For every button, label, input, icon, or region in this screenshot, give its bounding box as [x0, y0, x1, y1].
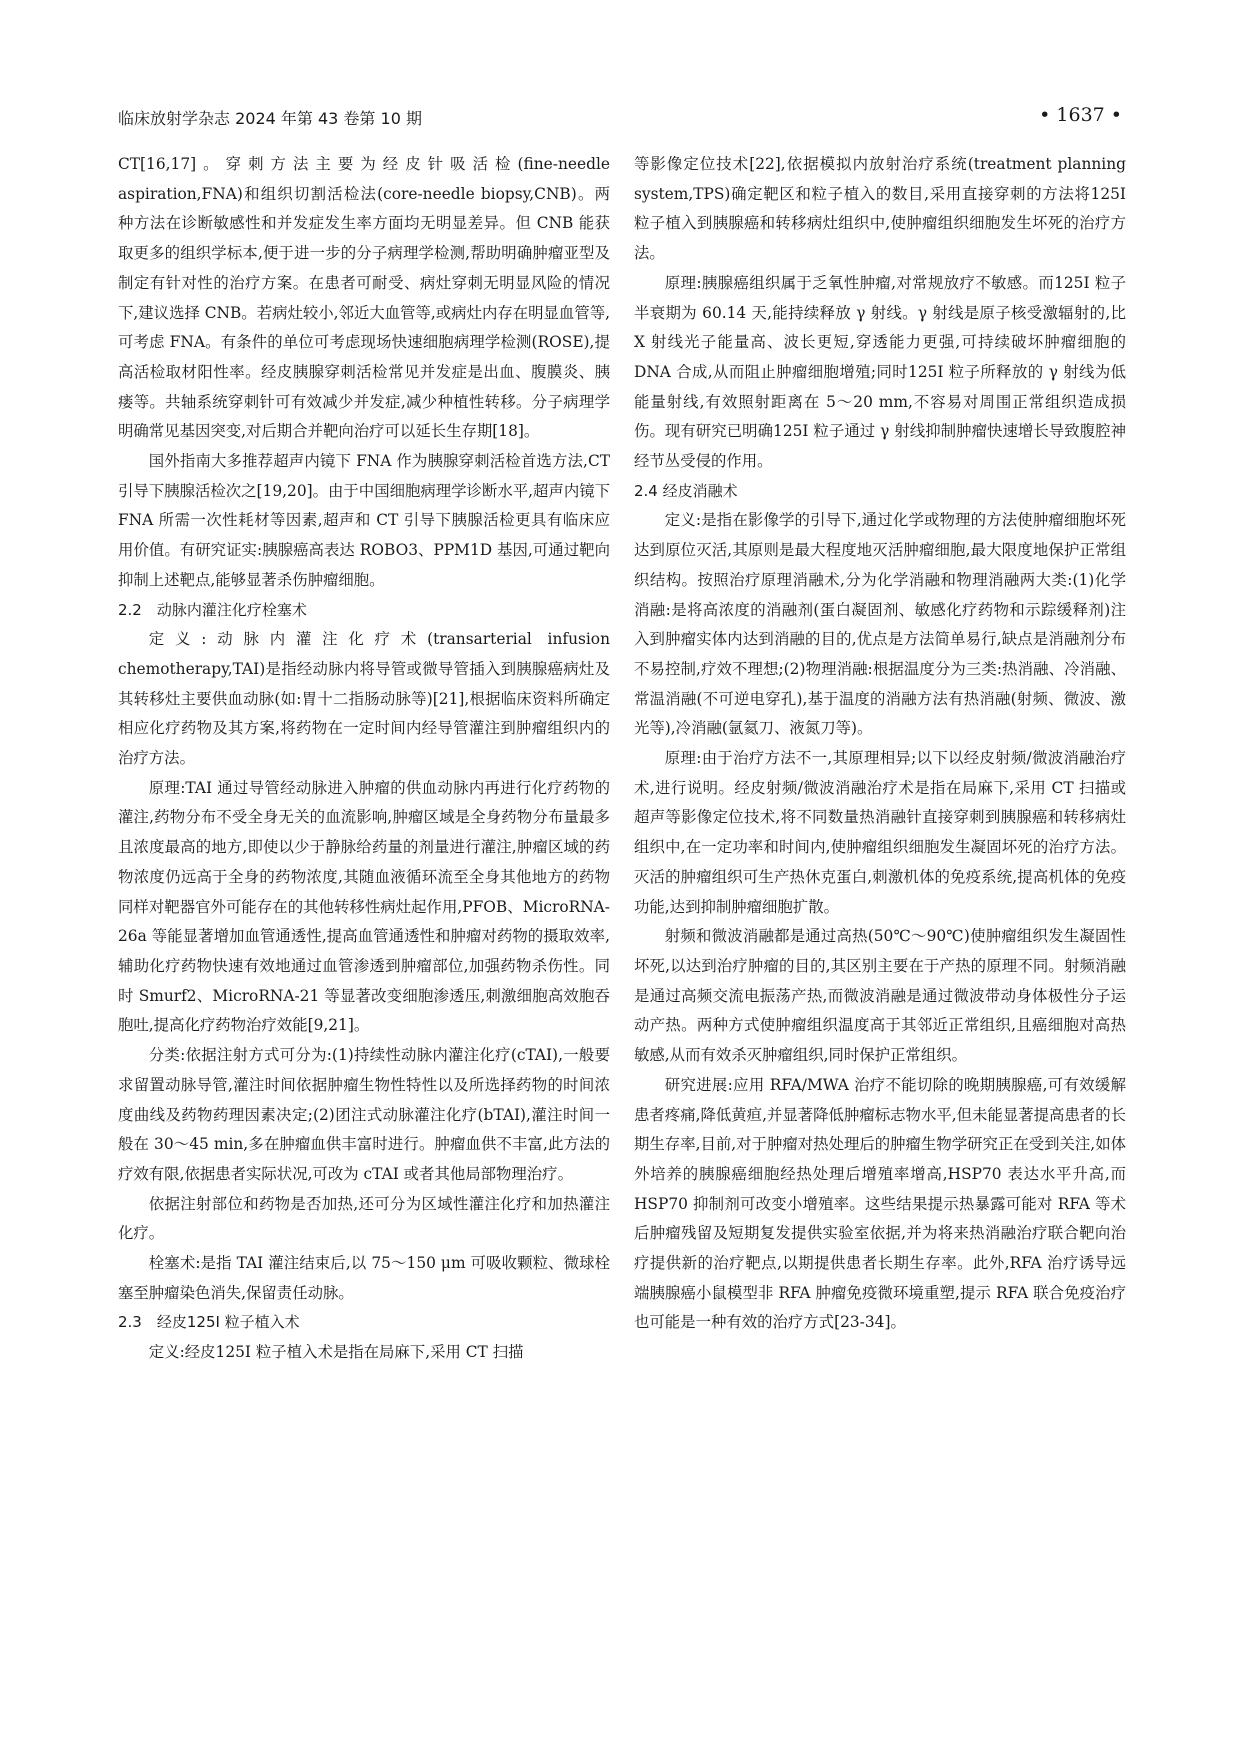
paragraph: 原理:胰腺癌组织属于乏氧性肿瘤,对常规放疗不敏感。而125I 粒子半衰期为 60.14 天,能持续释放 γ 射线。γ 射线是原子核受激辐射的,比 X 射线光子能量高、波长更短,穿透能力更强,可持续破坏肿瘤细胞的 DNA 合成,从而阻止肿瘤细胞增殖;同时125I 粒子所释放的 γ 射线为低能量射线,有效照射距离在 5～20 mm,不容易对周围正常组织造成损伤。现有研究已明确125I 粒子通过 γ 射线抑制肿瘤快速增长导致腹腔神经节丛受侵的作用。: [634, 273, 1126, 471]
paragraph: CT[16,17]。穿刺方法主要为经皮针吸活检(fine-needle aspiration,FNA)和组织切割活检法(core-needle biopsy,CNB)。两种方法在诊断敏感性和并发症发生率方面均无明显差异。但 CNB 能获取更多的组织学标本,便于进一步的分子病理学检测,帮助明确肿瘤亚型及制定有针对性的治疗方案。在患者可耐受、病灶穿刺无明显风险的情况下,建议选择 CNB。若病灶较小,邻近大血管等,或病灶内存在明显血管等,可考虑 FNA。有条件的单位可考虑现场快速细胞病理学检测(ROSE),提高活检取材阳性率。经皮胰腺穿刺活检常见并发症是出血、腹膜炎、胰瘘等。共轴系统穿刺针可有效减少并发症,减少种植性转移。分子病理学明确常见基因突变,对后期合并靶向治疗可以延长生存期[18]。: [118, 155, 610, 441]
paragraph: 定义:是指在影像学的引导下,通过化学或物理的方法使肿瘤细胞坏死达到原位灭活,其原则是最大程度地灭活肿瘤细胞,最大限度地保护正常组织结构。按照治疗原理消融术,分为化学消融和物理消融两大类:(1)化学消融:是将高浓度的消融剂(蛋白凝固剂、敏感化疗药物和示踪缓释剂)注入到肿瘤实体内达到消融的目的,优点是方法简单易行,缺点是消融剂分布不易控制,疗效不理想;(2)物理消融:根据温度分为三类:热消融、冷消融、常温消融(不可逆电穿孔),基于温度的消融方法有热消融(射频、微波、激光等),冷消融(氩氦刀、液氮刀等)。: [634, 511, 1126, 738]
paragraph: 国外指南大多推荐超声内镜下 FNA 作为胰腺穿刺活检首选方法,CT 引导下胰腺活检次之[19,20]。由于中国细胞病理学诊断水平,超声内镜下 FNA 所需一次性耗材等因素,超声和 CT 引导下胰腺活检更具有临床应用价值。有研究证实:胰腺癌高表达 ROBO3、PPM1D 基因,可通过靶向抑制上述靶点,能够显著杀伤肿瘤细胞。: [118, 452, 610, 589]
paragraph: 依据注射部位和药物是否加热,还可分为区域性灌注化疗和加热灌注化疗。: [118, 1194, 610, 1243]
paragraph: 定义:经皮125I 粒子植入术是指在局麻下,采用 CT 扫描: [148, 1343, 524, 1362]
running-header: [118, 104, 1122, 130]
paragraph: 原理:由于治疗方法不一,其原理相异;以下以经皮射频/微波消融治疗术,进行说明。经皮射频/微波消融治疗术是指在局麻下,采用 CT 扫描或超声等影像定位技术,将不同数量热消融针直接穿刺到胰腺癌和转移病灶组织中,在一定功率和时间内,使肿瘤组织细胞发生凝固坏死的治疗方法。灭活的肿瘤组织可生产热休克蛋白,刺激机体的免疫系统,提高机体的免疫功能,达到抑制肿瘤细胞扩散。: [634, 749, 1126, 916]
paragraph: 等影像定位技术[22],依据模拟内放射治疗系统(treatment planning system,TPS)确定靶区和粒子植入的数目,采用直接穿刺的方法将125I 粒子植入到胰腺癌和转移病灶组织中,使肿瘤组织细胞发生坏死的治疗方法。: [634, 155, 1126, 263]
paragraph: 原理:TAI 通过导管经动脉进入肿瘤的供血动脉内再进行化疗药物的灌注,药物分布不受全身无关的血流影响,肿瘤区域是全身药物分布量最多且浓度最高的地方,即使以少于静脉给药量的剂量进行灌注,肿瘤区域的药物浓度仍远高于全身的药物浓度,其随血液循环流至全身其他地方的药物同样对靶器官外可能存在的其他转移性病灶起作用,PFOB、MicroRNA-26a 等能显著增加血管通透性,提高血管通透性和肿瘤对药物的摄取效率,辅助化疗药物快速有效地通过血管渗透到肿瘤部位,加强药物杀伤性。同时 Smurf2、MicroRNA-21 等显著改变细胞渗透压,刺激细胞高效胞吞胞吐,提高化疗药物治疗效能[9,21]。: [118, 778, 610, 1035]
paragraph: 射频和微波消融都是通过高热(50℃～90℃)使肿瘤组织发生凝固性坏死,以达到治疗肿瘤的目的,其区别主要在于产热的原理不同。射频消融是通过高频交流电振荡产热,而微波消融是通过微波带动身体极性分子运动产热。两种方式使肿瘤组织温度高于其邻近正常组织,且癌细胞对高热敏感,从而有效杀灭肿瘤组织,同时保护正常组织。: [634, 927, 1126, 1065]
left-column: [118, 150, 610, 1368]
paragraph: 研究进展:应用 RFA/MWA 治疗不能切除的晚期胰腺癌,可有效缓解患者疼痛,降低黄疸,并显著降低肿瘤标志物水平,但未能显著提高患者的长期生存率,目前,对于肿瘤对热处理后的肿瘤生物学研究正在受到关注,如体外培养的胰腺癌细胞经热处理后增殖率增高,HSP70 表达水平升高,而 HSP70 抑制剂可改变小增殖率。这些结果提示热暴露可能对 RFA 等术后肿瘤残留及短期复发提供实验室依据,并为将来热消融治疗联合靶向治疗提供新的治疗靶点,以期提供患者长期生存率。此外,RFA 治疗诱导远端胰腺癌小鼠模型非 RFA 肿瘤免疫微环境重塑,提示 RFA 联合免疫治疗也可能是一种有效的治疗方式[23-34]。: [634, 1075, 1126, 1332]
section-heading-2-4: 2.4 经皮消融术: [634, 481, 738, 500]
section-heading-2-2: 2.2 动脉内灌注化疗栓塞术: [118, 600, 307, 619]
paragraph: 分类:依据注射方式可分为:(1)持续性动脉内灌注化疗(cTAI),一般要求留置动脉导管,灌注时间依据肿瘤生物性特性以及所选择药物的时间浓度曲线及药物药理因素决定;(2)团注式动脉灌注化疗(bTAI),灌注时间一般在 30～45 min,多在肿瘤血供丰富时进行。肿瘤血供不丰富,此方法的疗效有限,依据患者实际状况,可改为 cTAI 或者其他局部物理治疗。: [118, 1046, 610, 1183]
section-heading-2-3: 2.3 经皮125I 粒子植入术: [118, 1313, 300, 1332]
right-column: [634, 150, 1126, 1338]
journal-title: 临床放射学杂志 2024 年第 43 卷第 10 期: [118, 109, 422, 128]
paragraph: 定义:动脉内灌注化疗术(transarterial infusion chemotherapy,TAI)是指经动脉内将导管或微导管插入到胰腺癌病灶及其转移灶主要供血动脉(如:胃十二指肠动脉等)[21],根据临床资料所确定相应化疗药物及其方案,将药物在一定时间内经导管灌注到肿瘤组织内的治疗方法。: [118, 630, 610, 768]
page-number: • 1637 •: [1039, 104, 1122, 126]
paragraph: 栓塞术:是指 TAI 灌注结束后,以 75～150 μm 可吸收颗粒、微球栓塞至肿瘤染色消失,保留责任动脉。: [118, 1254, 610, 1302]
